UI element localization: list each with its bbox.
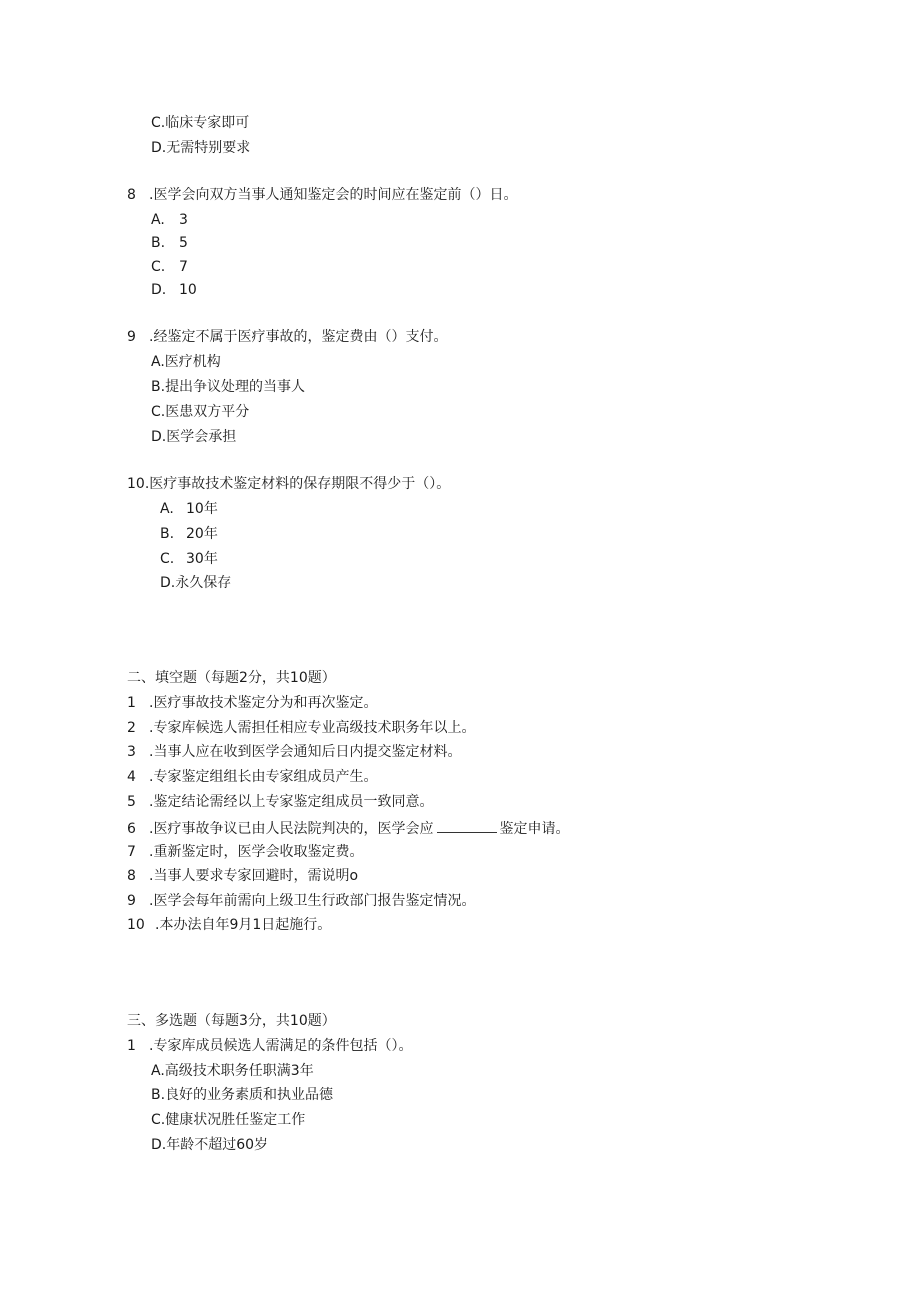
multi-q1-option-b: B.良好的业务素质和执业品德 <box>151 1087 334 1103</box>
q9-question: 9 .经鉴定不属于医疗事故的，鉴定费由（）支付。 <box>127 329 448 345</box>
q7-option-c: C.临床专家即可 <box>151 115 250 131</box>
q7-option-d: D.无需特别要求 <box>151 140 251 156</box>
multi-q1-question: 1 .专家库成员候选人需满足的条件包括（）。 <box>127 1038 413 1054</box>
q10-option-a: A. 10年 <box>160 501 218 517</box>
fill-item-6: 6 .医疗事故争议已由人民法院判决的，医学会应 鉴定申请。 <box>127 821 570 837</box>
fill-item-4: 4 .专家鉴定组组长由专家组成员产生。 <box>127 769 378 785</box>
multi-q1-option-d: D.年龄不超过60岁 <box>151 1137 269 1153</box>
q8-option-d: D. 10 <box>151 282 197 298</box>
q9-option-b: B.提出争议处理的当事人 <box>151 379 306 395</box>
section3-heading: 三、多选题（每题3分，共10题） <box>127 1013 336 1029</box>
q10-option-c: C. 30年 <box>160 551 218 567</box>
q8-option-b: B. 5 <box>151 235 188 251</box>
fill-item-7: 7 .重新鉴定时，医学会收取鉴定费。 <box>127 844 364 860</box>
q10-question: 10.医疗事故技术鉴定材料的保存期限不得少于（）。 <box>127 476 451 492</box>
q9-option-a: A.医疗机构 <box>151 354 221 370</box>
fill-item-3: 3 .当事人应在收到医学会通知后日内提交鉴定材料。 <box>127 744 462 760</box>
fill-item-8: 8 .当事人要求专家回避时，需说明o <box>127 868 359 884</box>
q9-option-c: C.医患双方平分 <box>151 404 250 420</box>
section2-heading: 二、填空题（每题2分，共10题） <box>127 670 336 686</box>
multi-q1-option-c: C.健康状况胜任鉴定工作 <box>151 1112 306 1128</box>
q10-option-d: D.永久保存 <box>160 575 232 591</box>
fill-item-10: 10 .本办法自年9月1日起施行。 <box>127 917 332 933</box>
fill-item-2: 2 .专家库候选人需担任相应专业高级技术职务年以上。 <box>127 720 476 736</box>
fill-item-9: 9 .医学会每年前需向上级卫生行政部门报告鉴定情况。 <box>127 893 476 909</box>
q10-option-b: B. 20年 <box>160 526 218 542</box>
q8-option-a: A. 3 <box>151 212 188 228</box>
multi-q1-option-a: A.高级技术职务任职满3年 <box>151 1063 314 1079</box>
q8-question: 8 .医学会向双方当事人通知鉴定会的时间应在鉴定前（）日。 <box>127 187 518 203</box>
q8-option-c: C. 7 <box>151 259 188 275</box>
fill-item-1: 1 .医疗事故技术鉴定分为和再次鉴定。 <box>127 695 378 711</box>
fill-blank <box>437 820 497 833</box>
fill-item-5: 5 .鉴定结论需经以上专家鉴定组成员一致同意。 <box>127 794 434 810</box>
q9-option-d: D.医学会承担 <box>151 429 237 445</box>
